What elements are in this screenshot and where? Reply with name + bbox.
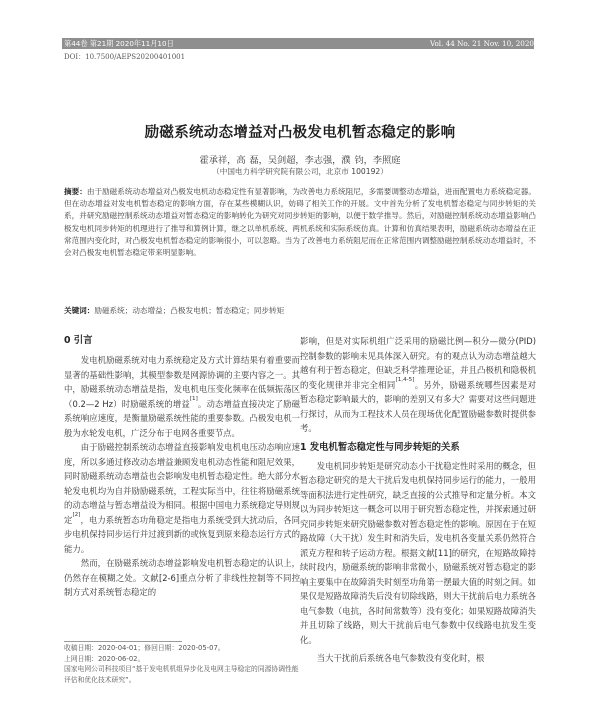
citation-ref[interactable]: [2]	[72, 511, 81, 518]
journal-issue-info-en: Vol. 44 No. 21 Nov. 10, 2020	[429, 39, 534, 48]
right-column	[300, 334, 536, 666]
footnote-divider	[64, 641, 182, 642]
section1-paragraph-2: 当大干扰前后系统各电气参数没有变化时，根	[316, 653, 485, 663]
abstract	[64, 186, 536, 259]
intro-paragraph-1: 发电机励磁系统对电力系统稳定及方式计算结果有着重要而显著的基础性影响，其模型参数是网源协调的主要内容之一。其中，励磁系统动态增益是指，发电机电压变化频率在低频振荡区（0.2—2 Hz）时励磁系统的增益[1]。动态增益直接决定了励磁系统响应速度，是衡量励磁系统性能的重要参数。凸极发电机一般为水轮发电机，广泛分布于电网各重要节点。	[64, 355, 300, 438]
section-heading-intro: 0 引言	[64, 335, 93, 346]
keywords-label: 关键词：	[64, 306, 95, 315]
keywords	[64, 305, 536, 316]
footnote-online: 上网日期：2020-06-02。	[64, 654, 145, 663]
left-column	[64, 334, 300, 600]
footnote-received: 收稿日期：2020-04-01；修回日期：2020-05-07。	[64, 644, 225, 652]
author-list: 霍承祥，高 磊，吴剑超，李志强，濮 钧，李照庭	[199, 155, 401, 166]
keywords-text: 励磁系统；动态增益；凸极发电机；暂态稳定；同步转矩	[94, 306, 285, 315]
footnote-funding: 国家电网公司科技项目“基于发电机机组异步化及电网主导稳定的同源协调性能评估和优化技术研究”。	[64, 665, 299, 684]
intro-paragraph-3-cont: 影响，但是对实际机组广泛采用的励磁比例—积分—微分(PID)控制参数的影响未见具体深入研究。有的观点认为动态增益越大越有利于暂态稳定，但缺乏科学推理论证，并且凸极机和隐极机的变化规律并非完全相同[1,4-5]。另外，励磁系统哪些因素是对暂态稳定影响最大的，影响的差别又有多大？需要对这些问题进行探讨，从而为工程技术人员在现场优化配置励磁参数时提供参考。	[300, 336, 537, 433]
abstract-text: 由于励磁系统动态增益对凸极发电机动态稳定性有显著影响，为改善电力系统阻尼，多需要调整动态增益，进而配置电力系统稳定器。但在动态增益对发电机暂态稳定的影响方面，存在某些模糊认识，妨碍了相关工作的开展。文中首先分析了发电机暂态稳定与同步转矩的关系，并研究励磁控制系统动态增益对暂态稳定的影响转化为研究对同步转矩的影响，以便于数学推导。然后，对励磁控制系统动态增益影响凸极发电机同步转矩的机理进行了推导和算例计算，继之以单机系统、两机系统和实际系统仿真。计算和仿真结果表明，励磁系统动态增益在正常范围内变化时，对凸极发电机暂态稳定的影响很小，可以忽略。当为了改善电力系统阻尼而在正常范围内调整励磁控制系统动态增益时，不会对凸极发电机暂态稳定带来明显影响。	[64, 187, 536, 258]
doi[interactable]: DOI：10.7500/AEPS20200401001	[64, 53, 186, 61]
paper-title: 励磁系统动态增益对凸极发电机暂态稳定的影响	[144, 125, 456, 141]
intro-paragraph-3: 然而，在励磁系统动态增益影响发电机暂态稳定的认识上，仍然存在模糊之处。文献[2-6]重点分析了非线性控制等不同控制方式对系统暂态稳定的	[64, 558, 300, 597]
citation-ref[interactable]: [1]	[189, 395, 198, 402]
abstract-label: 摘要：	[64, 187, 87, 196]
footnotes	[64, 643, 300, 685]
intro-paragraph-2: 由于励磁控制系统动态增益直接影响发电机电压动态响应速度，所以多通过修改动态增益兼顾发电机动态性能和阻尼效果，同时励磁系统动态增益也会影响发电机暂态稳定性。绝大部分水轮发电机均为自并励励磁系统，工程实际当中，往往将励磁系统的动态增益与暂态增益设为相同。根据中国电力系统稳定导则规定[2]，电力系统暂态功角稳定是指电力系统受到大扰动后，各同步电机保持同步运行并过渡到新的或恢复到原来稳态运行方式的能力。	[64, 442, 301, 554]
journal-issue-info: 第44卷 第21期 2020年11月10日	[64, 39, 174, 48]
citation-ref[interactable]: [1,4-5]	[395, 376, 415, 383]
affiliation: （中国电力科学研究院有限公司，北京市 100192）	[212, 167, 388, 176]
section1-paragraph-1: 发电机同步转矩是研究动态小干扰稳定性时采用的概念，但暂态稳定研究的是大干扰后发电机保持同步运行的能力，一般用等面积法进行定性研究，缺乏直接的公式推导和定量分析。本文以为同步转矩这一概念可以用于研究暂态稳定性，并探索通过研究同步转矩来研究励磁参数对暂态稳定性的影响。原因在于在短路故障（大干扰）发生时和消失后，发电机各变量关系仍然符合派克方程和转子运动方程。根据文献[11]的研究，在短路故障持续时段内，励磁系统的影响非常微小，励磁系统对暂态稳定的影响主要集中在故障消失时刻至功角第一摆最大值的时刻之间。如果仅是短路故障消失后没有切除线路，则大干扰前后电力系统各电气参数（电抗，各时间常数等）没有变化；如果短路故障消失并且切除了线路，则大干扰前后电气参数中仅线路电抗发生变化。	[300, 460, 536, 645]
section-heading-1: 1 发电机暂态稳定性与同步转矩的关系	[300, 441, 460, 453]
